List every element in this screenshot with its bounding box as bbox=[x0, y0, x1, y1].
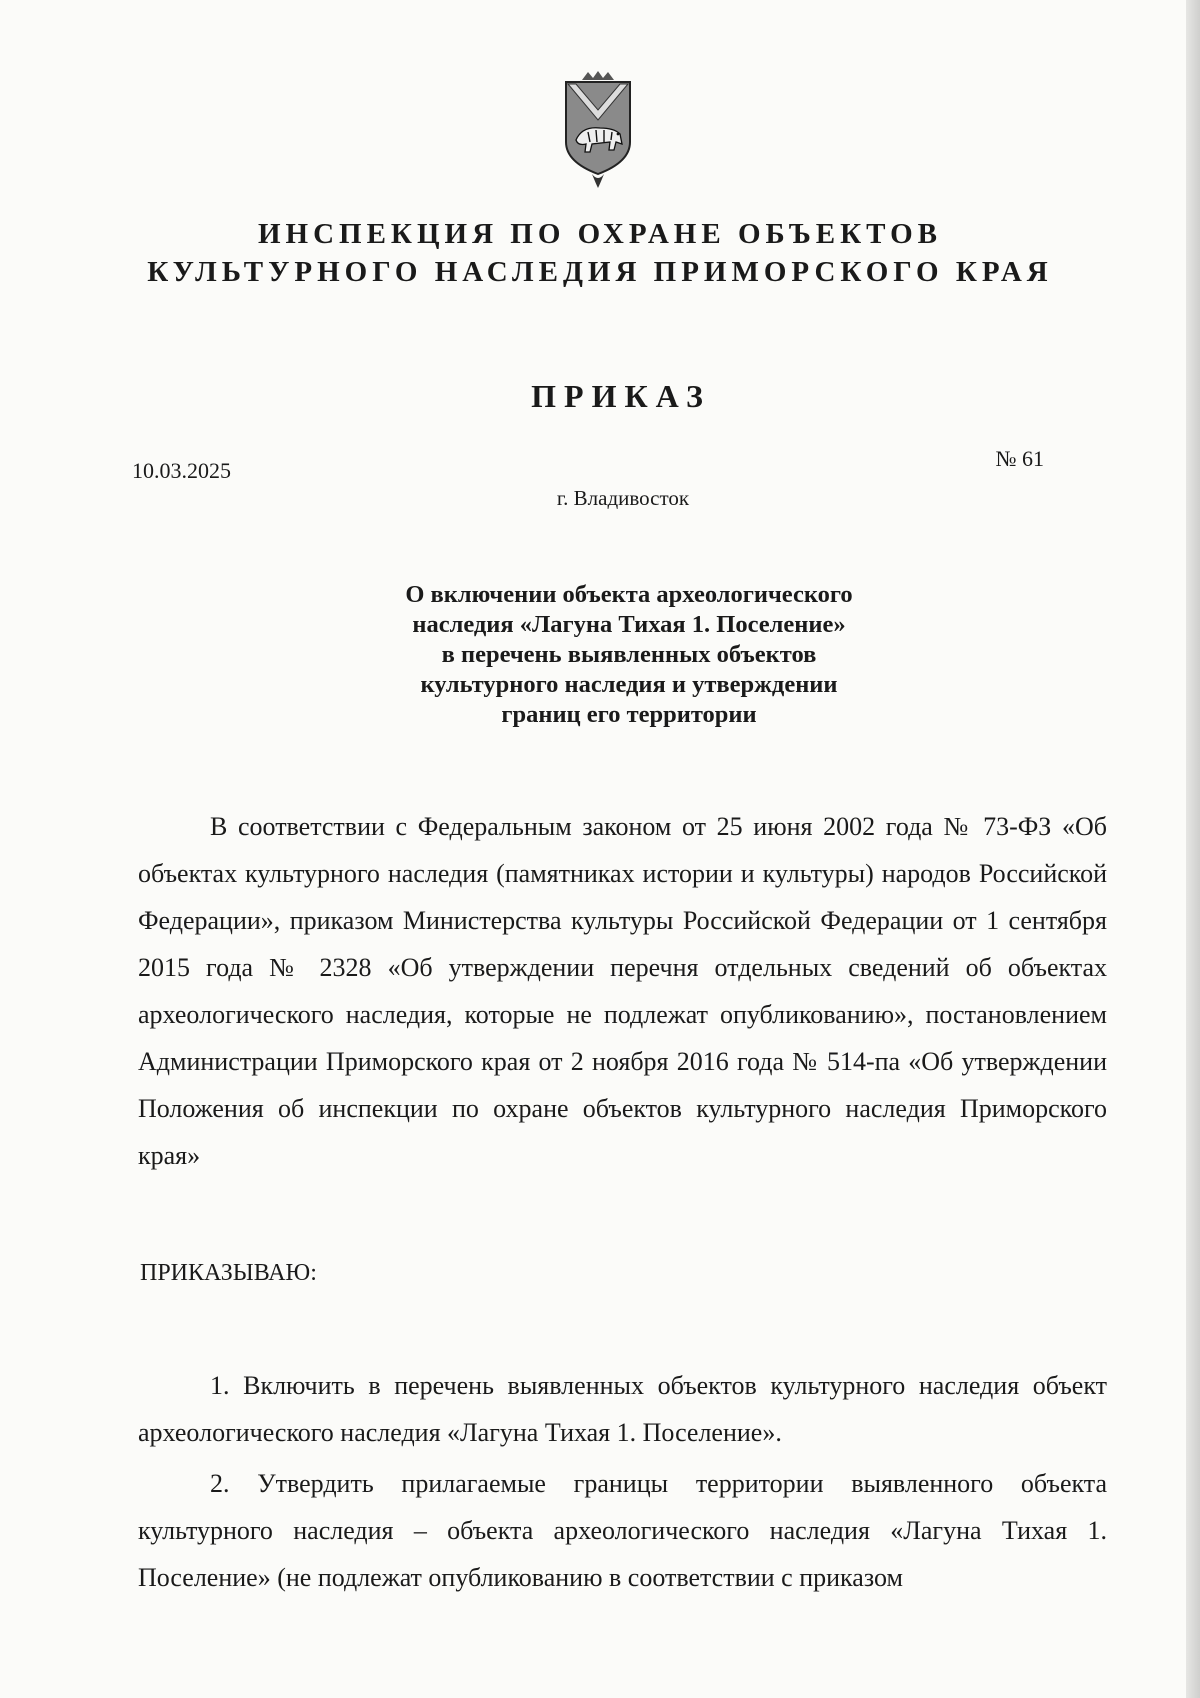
order-directive: ПРИКАЗЫВАЮ: bbox=[140, 1260, 317, 1286]
organization-name-line-1: ИНСПЕКЦИЯ ПО ОХРАНЕ ОБЪЕКТОВ bbox=[257, 218, 943, 250]
document-type-heading: ПРИКАЗ bbox=[531, 378, 711, 414]
title-line: О включении объекта археологического bbox=[405, 581, 853, 608]
organization-name-line-2: КУЛЬТУРНОГО НАСЛЕДИЯ ПРИМОРСКОГО КРАЯ bbox=[147, 256, 1053, 288]
primorsky-krai-coat-of-arms-icon bbox=[562, 70, 634, 188]
document-title bbox=[0, 580, 1200, 730]
preamble-paragraph: В соответствии с Федеральным законом от 25 июня 2002 года № 73-ФЗ «Об объектах культурного наследия (памятниках истории и культуры) народов Российской Федерации», приказом Министерства культуры Российской Федерации от 1 сентября 2015 года № 2328 «Об утверждении перечня отдельных сведений об объектах археологического наследия, которые не подлежат опубликованию», постановлением Администрации Приморского края от 2 ноября 2016 года № 514-па «Об утверждении Положения об инспекции по охране объектов культурного наследия Приморского края» bbox=[138, 812, 1107, 1170]
document-city: г. Владивосток bbox=[556, 486, 690, 510]
document-date: 10.03.2025 bbox=[132, 458, 231, 483]
order-item-1: 1. Включить в перечень выявленных объектов культурного наследия объект археологического наследия «Лагуна Тихая 1. Поселение». bbox=[138, 1371, 1107, 1447]
document-number: № 61 bbox=[995, 446, 1044, 471]
title-line: в перечень выявленных объектов bbox=[441, 641, 817, 668]
order-item-2: 2. Утвердить прилагаемые границы территории выявленного объекта культурного наследия – объекта археологического наследия «Лагуна Тихая 1. Поселение» (не подлежат опубликованию в соответствии с приказом bbox=[138, 1469, 1107, 1592]
title-line: культурного наследия и утверждении bbox=[420, 671, 838, 698]
title-line: наследия «Лагуна Тихая 1. Поселение» bbox=[412, 611, 846, 638]
title-line: границ его территории bbox=[501, 701, 757, 728]
